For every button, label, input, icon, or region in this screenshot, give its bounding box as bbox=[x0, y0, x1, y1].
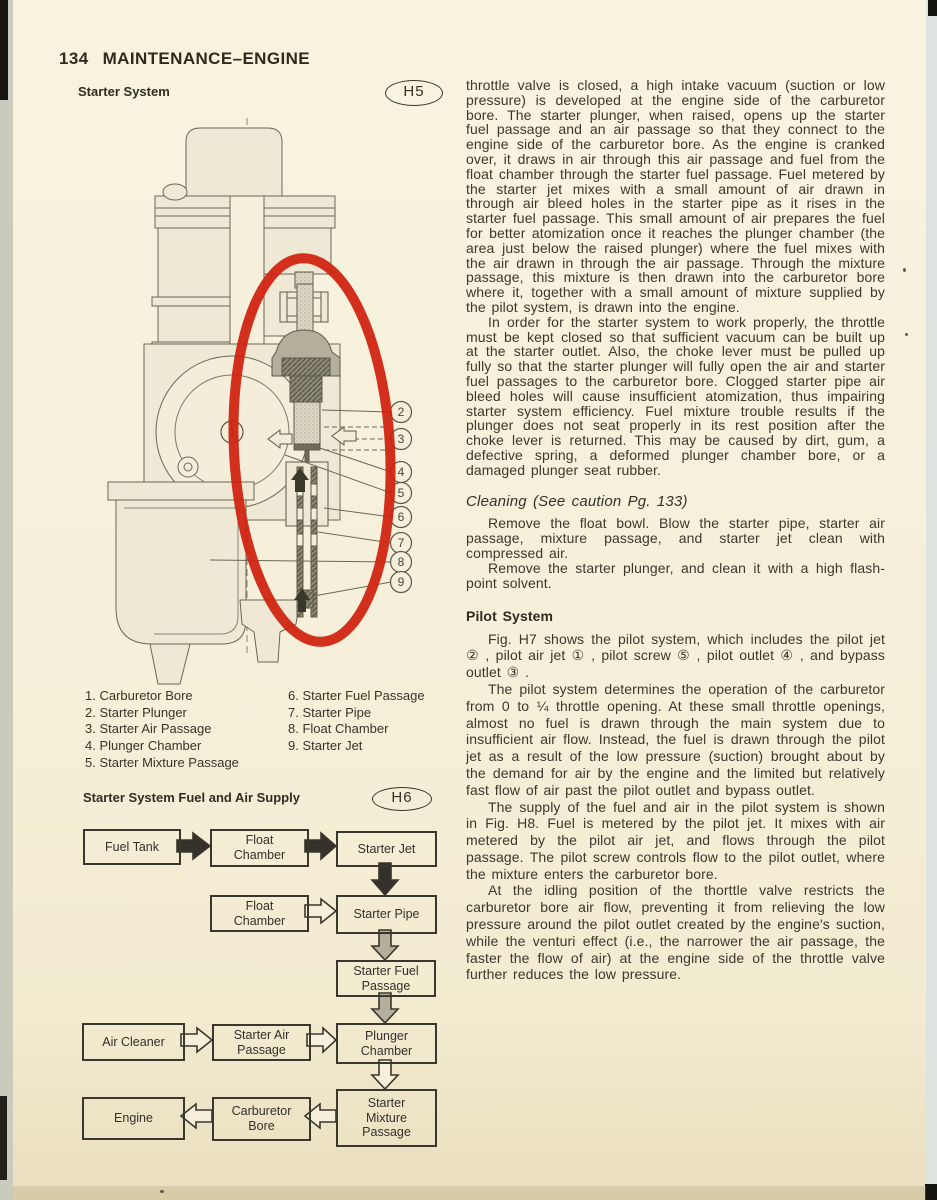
callout-5: 5 bbox=[397, 486, 405, 500]
parts-list-item: 6. Starter Fuel Passage bbox=[288, 688, 425, 703]
scan-edge-left-dark-bottom bbox=[0, 1096, 7, 1180]
hollow-arrow-down bbox=[372, 1060, 398, 1089]
scan-corner-top-right bbox=[928, 0, 937, 16]
solid-arrow-right bbox=[177, 833, 210, 859]
page-number: 134 bbox=[59, 49, 89, 68]
scan-edge-left bbox=[0, 0, 13, 1200]
parts-list-item: 3. Starter Air Passage bbox=[85, 721, 212, 737]
page-title: MAINTENANCE–ENGINE bbox=[102, 49, 311, 68]
paragraph: Remove the starter plunger, and clean it with a high flash-point solvent. bbox=[466, 560, 885, 592]
parts-list-item: 8. Float Chamber bbox=[288, 721, 389, 737]
starter-system-diagram bbox=[92, 112, 462, 692]
right-column bbox=[466, 78, 885, 983]
hollow-arrow-right bbox=[307, 1028, 336, 1052]
callout-1: 1 bbox=[228, 425, 236, 439]
callout-6: 6 bbox=[397, 510, 405, 524]
parts-list-item: 9. Starter Jet bbox=[288, 738, 363, 754]
solid-arrow-right bbox=[305, 833, 336, 859]
flow-box-starter-mixture-passage: Starter Mixture Passage bbox=[336, 1089, 437, 1147]
callout-8: 8 bbox=[397, 555, 405, 569]
hatched-arrow-down bbox=[372, 930, 398, 960]
callout-3: 3 bbox=[397, 432, 405, 446]
paragraph: In order for the starter system to work properly, the throttle must be kept closed so that sufficient vacuum can be built up at the starter outlet. Also, the choke lever must be pulled up fully so that the starter plunger will fully open the air and starter fuel passages to the carburetor bore. Clogged starter pipe air bleed holes will cause insufficient atomization, thus impairing starter system efficiency. Fuel mixture trouble results if the plunger does not seat properly in its rest position after the choke lever is returned. This may be caused by dirt, gum, a defective spring, a deformed plunger chamber bore, or a damaged plunger seat rubber. bbox=[466, 313, 885, 478]
pilot-system-heading: Pilot System bbox=[466, 607, 554, 624]
scan-corner-bottom-right bbox=[925, 1184, 937, 1200]
hollow-arrow-right bbox=[305, 899, 336, 923]
paragraph: Remove the float bowl. Blow the starter pipe, starter air passage, mixture passage, and starter jet clean with compressed air. bbox=[466, 514, 885, 561]
figure-h5-tag: H5 bbox=[385, 80, 443, 106]
hatched-arrow-down bbox=[372, 993, 398, 1023]
flow-box-starter-pipe: Starter Pipe bbox=[336, 895, 437, 934]
flow-box-fuel-tank: Fuel Tank bbox=[83, 829, 181, 865]
parts-list-item: 4. Plunger Chamber bbox=[85, 738, 202, 754]
scan-edge-left-dark-top bbox=[0, 0, 8, 100]
scan-edge-right bbox=[926, 0, 937, 1200]
callout-2: 2 bbox=[397, 405, 405, 419]
figure-h6-tag: H6 bbox=[372, 787, 432, 811]
flow-box-plunger-chamber: Plunger Chamber bbox=[336, 1023, 437, 1064]
flow-box-air-cleaner: Air Cleaner bbox=[82, 1023, 185, 1061]
paragraph: The pilot system determines the operation of the carburetor from 0 to ¼ throttle opening. At these small throttle openings, almost no fuel is drawn through the main system due to insufficient air flow. Instead, the fuel is drawn through the pilot jet as a result of the low pressure (suction) brought about by the demand for air by the engine and the limited but relatively fast flow of air past the pilot outlet and bypass outlet. bbox=[466, 680, 885, 798]
figure-h5-title: Starter System bbox=[78, 84, 170, 99]
paragraph: Fig. H7 shows the pilot system, which includes the pilot jet ② , pilot air jet ① , pilot screw ⑤ , pilot outlet ④ , and bypass outlet ③ . bbox=[466, 630, 885, 681]
callout-7: 7 bbox=[397, 536, 405, 550]
flow-box-float-chamber-2: Float Chamber bbox=[210, 895, 309, 932]
paragraph: At the idling position of the thorttle valve restricts the carburetor bore air flow, preventing it from relieving the low pressure around the pilot outlet created by the engine's suction, while the venturi effect (i.e., the narrower the air passage, the faster the flow of air) at the engine side of the throttle valve further reduces the low pressure. bbox=[466, 882, 885, 983]
scan-bottom-shadow bbox=[13, 1186, 926, 1200]
flow-box-float-chamber-1: Float Chamber bbox=[210, 829, 309, 867]
parts-list-item: 1. Carburetor Bore bbox=[85, 688, 193, 703]
flow-box-engine: Engine bbox=[82, 1097, 185, 1140]
solid-arrow-down bbox=[372, 863, 398, 895]
flow-box-starter-fuel-passage: Starter Fuel Passage bbox=[336, 960, 436, 997]
flow-box-carburetor-bore: Carburetor Bore bbox=[212, 1097, 311, 1141]
flow-box-starter-jet: Starter Jet bbox=[336, 831, 437, 867]
hollow-arrow-right bbox=[181, 1028, 212, 1052]
flow-box-starter-air-passage: Starter Air Passage bbox=[212, 1024, 311, 1061]
parts-list-col2 bbox=[288, 688, 425, 755]
figure-h6-title: Starter System Fuel and Air Supply bbox=[83, 790, 300, 805]
callout-9: 9 bbox=[397, 575, 405, 589]
scan-speck bbox=[905, 333, 908, 336]
scan-speck bbox=[160, 1190, 164, 1193]
callout-4: 4 bbox=[397, 465, 405, 479]
paragraph: throttle valve is closed, a high intake vacuum (suction or low pressure) is developed at the engine side of the carburetor bore. The starter plunger, when raised, opens up the starter fuel passage and an air passage so that they connect to the engine side of the carburetor bore. As the engine is cranked over, it draws in air through this air passage and fuel from the float chamber through the starter fuel passage. Fuel metered by the starter jet mixes with a small amount of air drawn in through air bleed holes in the starter pipe as it rises in the starter fuel passage. This small amount of air prepares the fuel for better atomization once it reaches the plunger chamber (the area just below the raised plunger) where the fuel mixes with the air drawn in through the air passage. Through the mixture passage, this mixture is then drawn into the carburetor bore where it, together with a small amount of mixture supplied by the pilot system, is drawn into the engine. bbox=[466, 77, 885, 315]
scan-speck bbox=[903, 268, 906, 272]
parts-list-col1 bbox=[85, 688, 239, 772]
hollow-arrow-left bbox=[181, 1104, 212, 1128]
parts-list-item: 7. Starter Pipe bbox=[288, 704, 372, 720]
parts-list-item: 5. Starter Mixture Passage bbox=[85, 754, 239, 770]
paragraph: The supply of the fuel and air in the pilot system is shown in Fig. H8. Fuel is metered by the pilot jet. It mixes with air metered by the pilot air jet, and flows through the pilot passage. The pilot screw controls flow to the pilot outlet, where the mixture enters the carburetor bore. bbox=[466, 798, 885, 882]
page-header bbox=[59, 49, 310, 69]
cleaning-heading: Cleaning (See caution Pg. 133) bbox=[466, 492, 688, 510]
parts-list-item: 2. Starter Plunger bbox=[85, 704, 187, 720]
